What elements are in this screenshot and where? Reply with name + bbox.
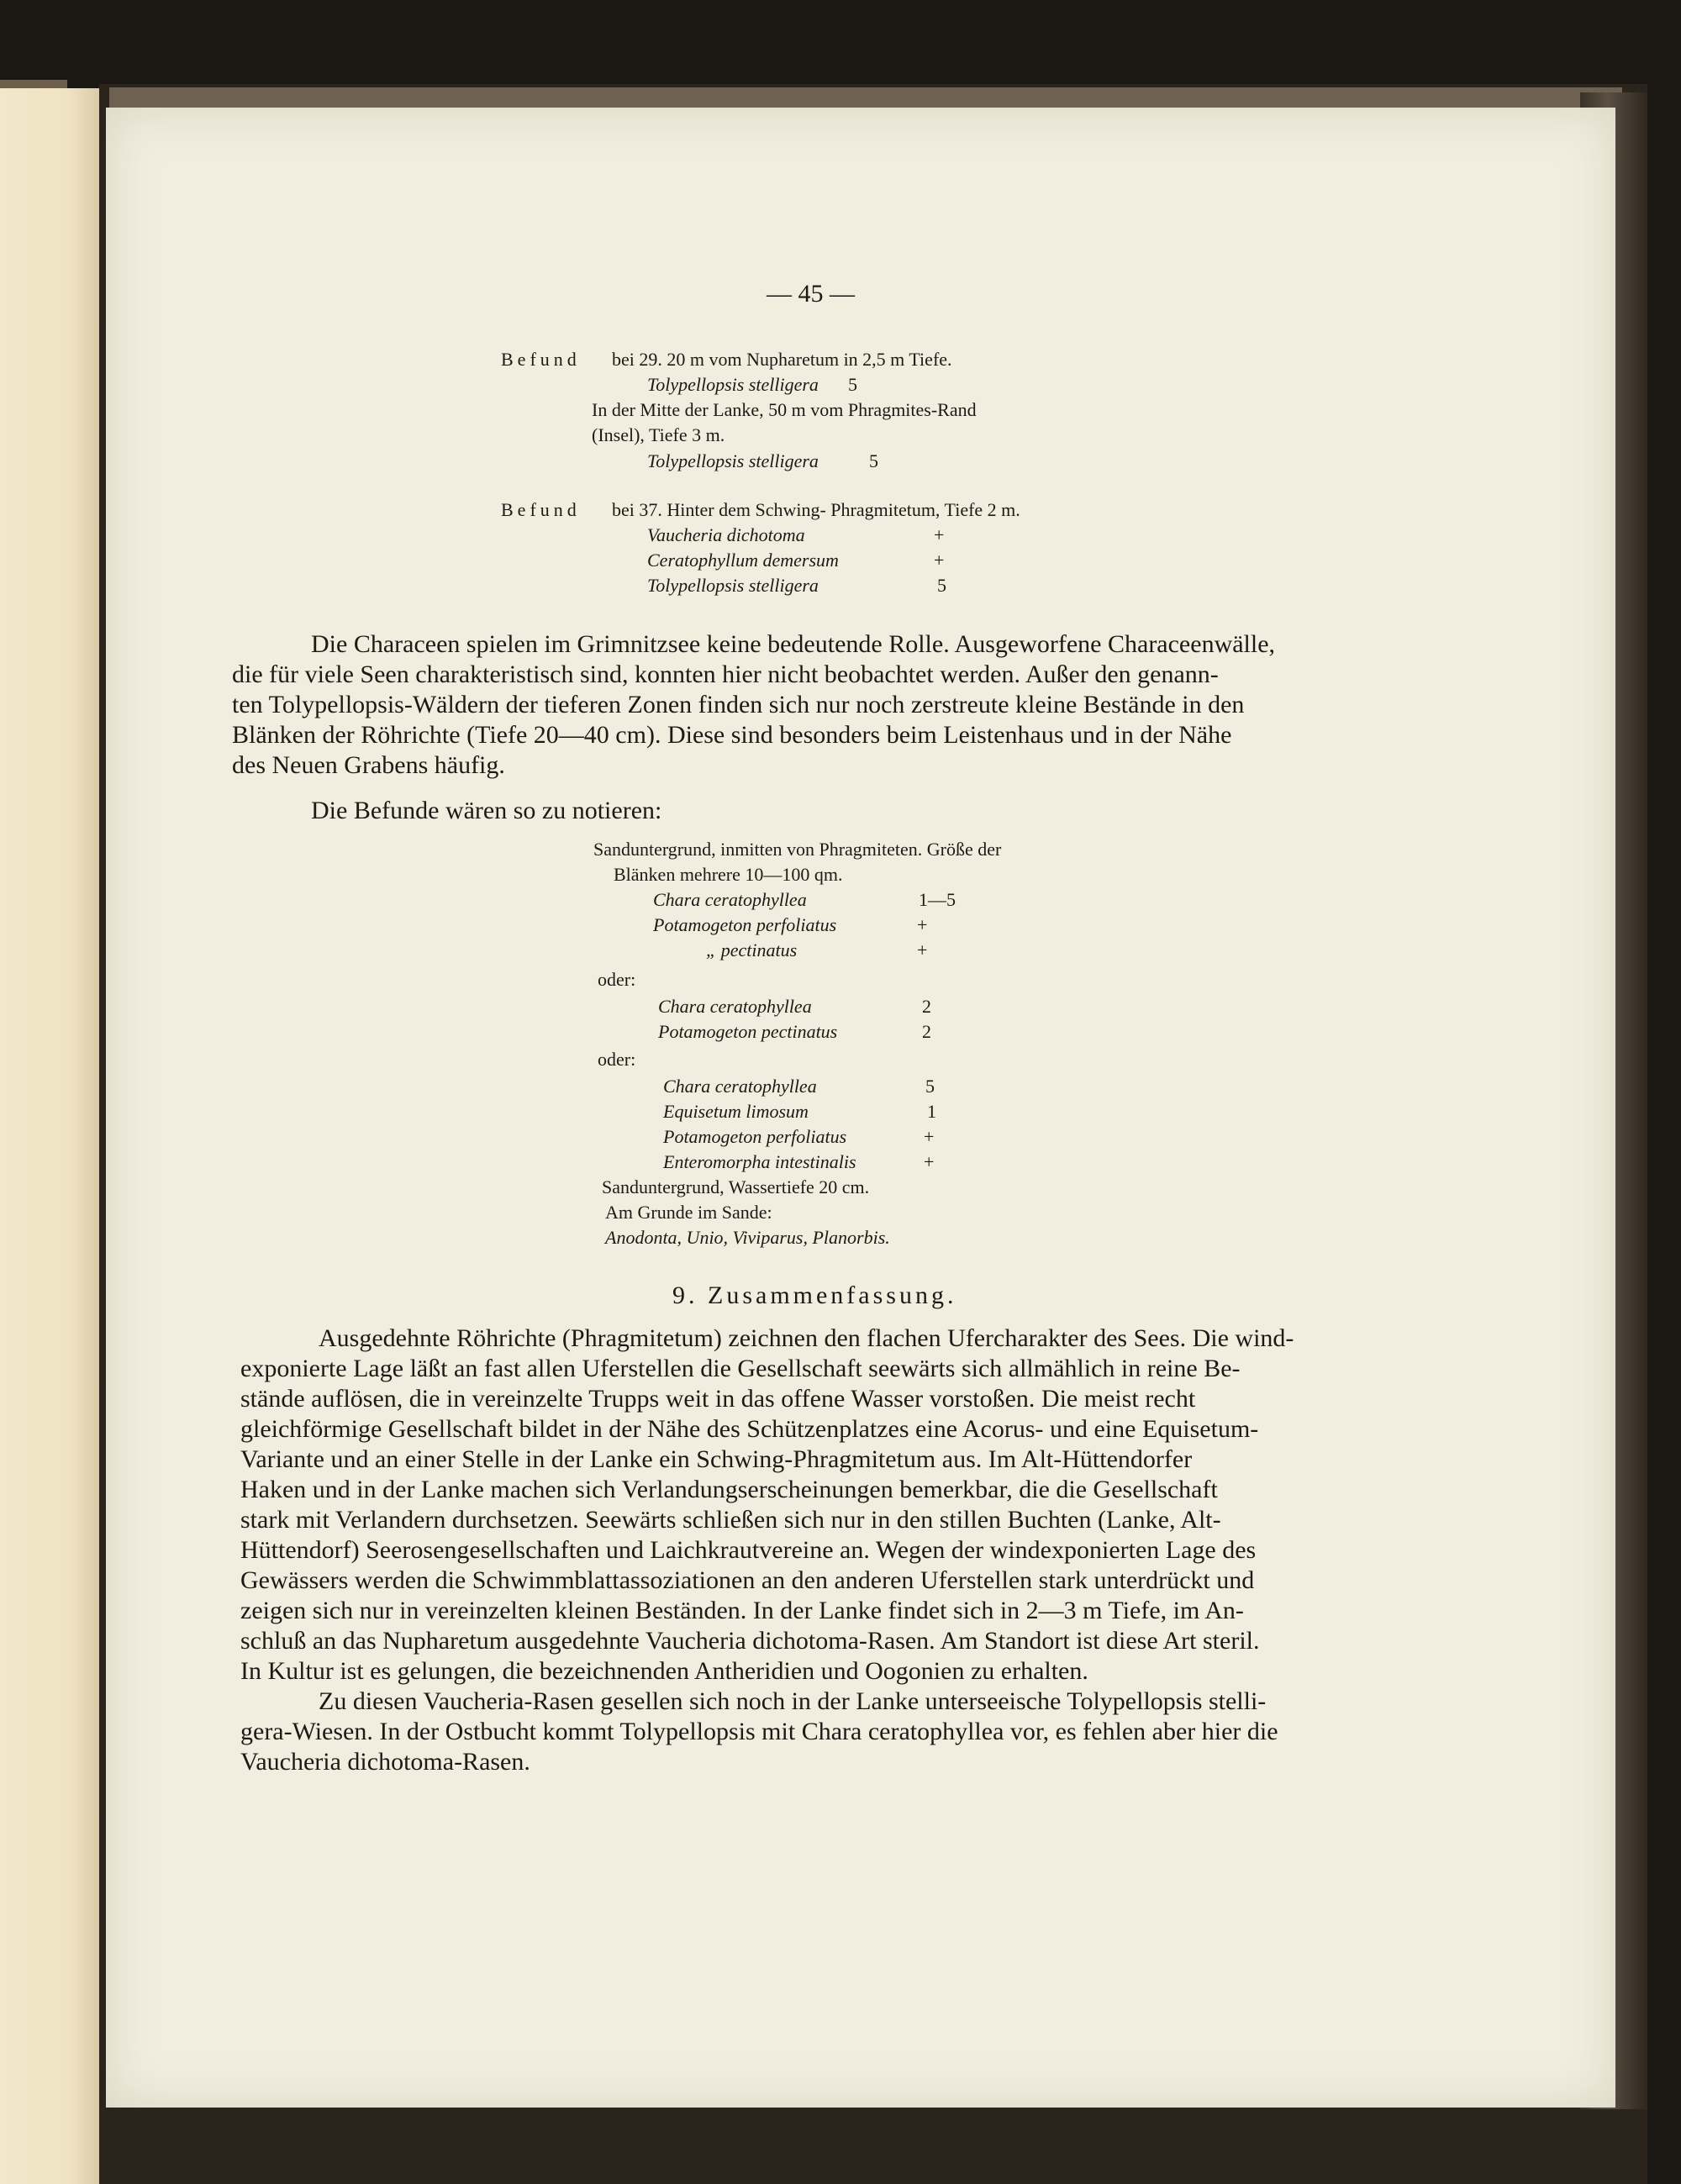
list-outro-2: Am Grunde im Sande: xyxy=(605,1202,772,1223)
summary-line-5: Variante und an einer Stelle in der Lanke ein Schwing-Phragmitetum aus. Im Alt-Hüttendorfer xyxy=(240,1445,1193,1473)
group2-species-1: Chara ceratophyllea xyxy=(658,996,812,1017)
summary-line-7: stark mit Verlandern durchsetzen. Seewärts schließen sich nur in den stillen Buchten (Lanke, Alt- xyxy=(240,1506,1221,1534)
list-outro-1: Sanduntergrund, Wassertiefe 20 cm. xyxy=(602,1176,870,1197)
befund1-species1: Tolypellopsis stelligera xyxy=(647,374,819,395)
summary-line-3: stände auflösen, die in vereinzelte Trupps weit in das offene Wasser vorstoßen. Die meist recht xyxy=(240,1385,1196,1413)
befund2-value-3: 5 xyxy=(937,575,946,596)
para1-line-2: die für viele Seen charakteristisch sind, konnten hier nicht beobachtet werden. Außer den genann- xyxy=(232,660,1219,688)
befund2-species-2: Ceratophyllum demersum xyxy=(647,550,839,571)
list-intro-1: Sanduntergrund, inmitten von Phragmiteten. Größe der xyxy=(593,839,1002,860)
group3-value-3: + xyxy=(924,1126,935,1147)
para1-line-4: Blänken der Röhrichte (Tiefe 20—40 cm). Diese sind besonders beim Leistenhaus und in der Nähe xyxy=(232,721,1232,749)
summary-line-13: Zu diesen Vaucheria-Rasen gesellen sich noch in der Lanke unterseeische Tolypellopsis stelli- xyxy=(319,1687,1267,1715)
befund1-line1: bei 29. 20 m vom Nupharetum in 2,5 m Tiefe. xyxy=(612,349,952,370)
group3-value-1: 5 xyxy=(925,1076,935,1097)
group3-species-4: Enteromorpha intestinalis xyxy=(663,1151,856,1172)
oder-label-2: oder: xyxy=(598,1049,636,1070)
document-page xyxy=(106,108,1615,2108)
group3-value-4: + xyxy=(924,1151,935,1172)
group1-value-1: 1—5 xyxy=(919,889,956,910)
befund1-species2: Tolypellopsis stelligera xyxy=(647,450,819,471)
befund-label-2: Befund xyxy=(501,499,581,520)
group1-species-3: „ pectinatus xyxy=(706,939,798,960)
group2-species-2: Potamogeton pectinatus xyxy=(658,1021,838,1042)
para1-line-1: Die Characeen spielen im Grimnitzsee keine bedeutende Rolle. Ausgeworfene Characeenwälle, xyxy=(311,630,1276,658)
summary-line-2: exponierte Lage läßt an fast allen Uferstellen die Gesellschaft seewärts sich allmählich in reine Be- xyxy=(240,1355,1241,1382)
para1-line-5: des Neuen Grabens häufig. xyxy=(232,751,505,779)
summary-line-15: Vaucheria dichotoma-Rasen. xyxy=(240,1748,530,1776)
summary-line-10: zeigen sich nur in vereinzelten kleinen Beständen. In der Lanke findet sich in 2—3 m Tiefe, im An- xyxy=(240,1597,1244,1624)
summary-line-12: In Kultur ist es gelungen, die bezeichnenden Antheridien und Oogonien zu erhalten. xyxy=(240,1657,1088,1685)
group3-species-2: Equisetum limosum xyxy=(663,1101,809,1122)
summary-line-4: gleichförmige Gesellschaft bildet in der Nähe des Schützenplatzes eine Acorus- und eine Equisetum- xyxy=(240,1415,1259,1443)
group1-value-2: + xyxy=(917,914,928,935)
group1-species-2: Potamogeton perfoliatus xyxy=(653,914,837,935)
summary-line-8: Hüttendorf) Seerosengesellschaften und Laichkrautvereine an. Wegen der windexponierten Lage des xyxy=(240,1536,1257,1564)
befund2-species-3: Tolypellopsis stelligera xyxy=(647,575,819,596)
befund1-line2: In der Mitte der Lanke, 50 m vom Phragmites-Rand xyxy=(592,399,977,420)
befund2-value-1: + xyxy=(934,524,945,545)
befund1-value2: 5 xyxy=(869,450,878,471)
group2-value-1: 2 xyxy=(922,996,931,1017)
group1-value-3: + xyxy=(917,939,928,960)
para1-line-3: ten Tolypellopsis-Wäldern der tieferen Zonen finden sich nur noch zerstreute kleine Bestände in den xyxy=(232,691,1245,718)
group3-value-2: 1 xyxy=(927,1101,936,1122)
befund1-line3: (Insel), Tiefe 3 m. xyxy=(592,424,725,445)
summary-line-6: Haken und in der Lanke machen sich Verlandungserscheinungen bemerkbar, die die Gesellschaft xyxy=(240,1476,1218,1503)
group3-species-3: Potamogeton perfoliatus xyxy=(663,1126,847,1147)
facing-page xyxy=(0,88,99,2184)
befund1-value1: 5 xyxy=(848,374,857,395)
list-outro-3: Anodonta, Unio, Viviparus, Planorbis. xyxy=(605,1227,890,1248)
list-intro-2: Blänken mehrere 10—100 qm. xyxy=(614,864,843,885)
befund2-value-2: + xyxy=(934,550,945,571)
summary-line-11: schluß an das Nupharetum ausgedehnte Vaucheria dichotoma-Rasen. Am Standort ist diese Art steril. xyxy=(240,1627,1260,1655)
oder-label-1: oder: xyxy=(598,969,636,990)
summary-line-1: Ausgedehnte Röhrichte (Phragmitetum) zeichnen den flachen Ufercharakter des Sees. Die wind- xyxy=(319,1324,1294,1352)
befund2-species-1: Vaucheria dichotoma xyxy=(647,524,805,545)
befund-label-1: Befund xyxy=(501,349,581,370)
group3-species-1: Chara ceratophyllea xyxy=(663,1076,817,1097)
summary-line-9: Gewässers werden die Schwimmblattassoziationen an den anderen Uferstellen stark unterdrückt und xyxy=(240,1566,1255,1594)
page-number: — 45 — xyxy=(767,280,855,308)
para2: Die Befunde wären so zu notieren: xyxy=(311,797,662,824)
section-heading: 9. Zusammenfassung. xyxy=(672,1281,957,1309)
group1-species-1: Chara ceratophyllea xyxy=(653,889,807,910)
group2-value-2: 2 xyxy=(922,1021,931,1042)
befund2-line1: bei 37. Hinter dem Schwing- Phragmitetum, Tiefe 2 m. xyxy=(612,499,1020,520)
summary-line-14: gera-Wiesen. In der Ostbucht kommt Tolypellopsis mit Chara ceratophyllea vor, es fehlen aber hier die xyxy=(240,1718,1278,1745)
